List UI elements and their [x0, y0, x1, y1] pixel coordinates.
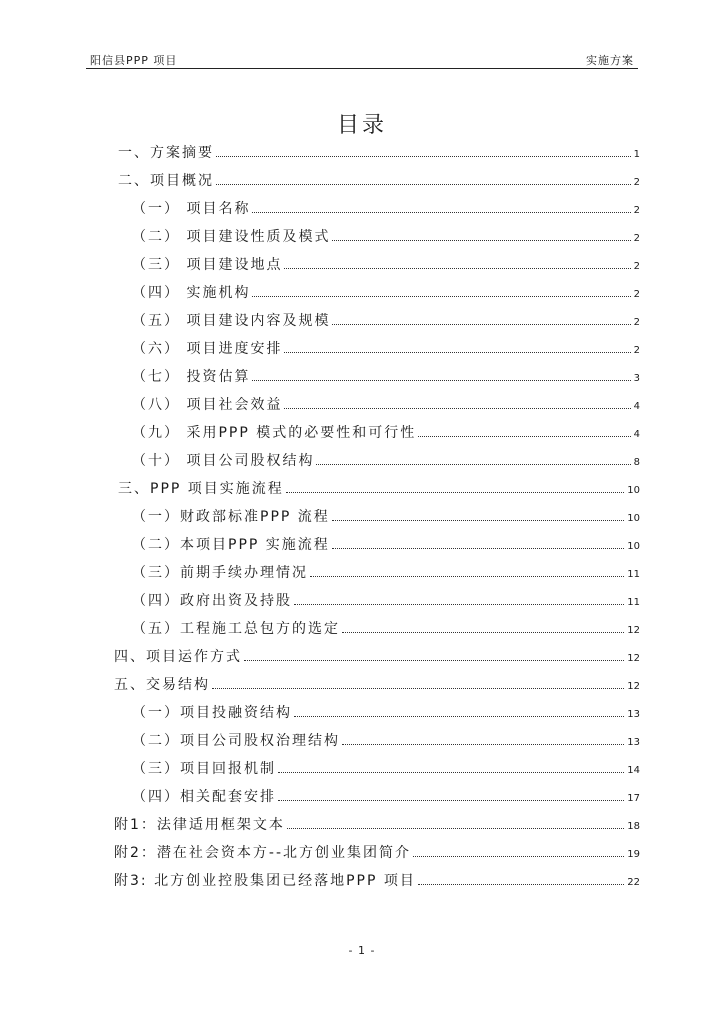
toc-entry-page: 22 [627, 877, 640, 888]
toc-leader-dots [413, 856, 624, 857]
toc-leader-dots [244, 660, 624, 661]
toc-entry-title: （一） 项目名称 [132, 201, 251, 217]
toc-entry-governance-structure[interactable] [132, 728, 640, 750]
toc-entry-content-scale[interactable] [132, 308, 640, 330]
toc-leader-dots [284, 268, 630, 269]
toc-leader-dots [418, 436, 630, 437]
toc-entry-title: （三）前期手续办理情况 [132, 565, 308, 581]
toc-entry-page: 2 [633, 177, 640, 188]
toc-entry-page: 13 [627, 737, 640, 748]
toc-entry-ppp-necessity[interactable] [132, 420, 640, 442]
toc-title: 目录 [336, 113, 387, 138]
toc-entry-page: 2 [633, 205, 640, 216]
toc-entry-operation-mode[interactable] [114, 644, 640, 666]
toc-leader-dots [418, 884, 624, 885]
toc-leader-dots [278, 772, 624, 773]
toc-entry-title: （三） 项目建设地点 [132, 257, 283, 273]
toc-leader-dots [310, 576, 624, 577]
toc-entry-page: 2 [633, 233, 640, 244]
page-number: - 1 - [348, 944, 376, 957]
toc-entry-title: 附1：法律适用框架文本 [114, 817, 285, 833]
toc-entry-mof-standard[interactable] [132, 504, 640, 526]
toc-entry-title: 附3: 北方创业控股集团已经落地PPP 项目 [114, 873, 416, 889]
toc-leader-dots [252, 296, 630, 297]
toc-entry-location[interactable] [132, 252, 640, 274]
toc-entry-page: 2 [633, 261, 640, 272]
toc-entry-page: 11 [627, 597, 640, 608]
toc-entry-page: 13 [627, 709, 640, 720]
toc-entry-supporting-arrangements[interactable] [132, 784, 640, 806]
toc-entry-page: 2 [633, 345, 640, 356]
toc-leader-dots [252, 212, 630, 213]
toc-entry-page: 14 [627, 765, 640, 776]
toc-entry-page: 12 [627, 625, 640, 636]
toc-entry-overview[interactable] [118, 168, 640, 190]
toc-entry-transaction-structure[interactable] [114, 672, 640, 694]
page-footer [0, 944, 724, 957]
toc-leader-dots [294, 604, 624, 605]
toc-entry-title: （六） 项目进度安排 [132, 341, 283, 357]
toc-entry-appendix-2[interactable] [114, 840, 640, 862]
toc-leader-dots [287, 828, 624, 829]
toc-entry-page: 1 [633, 149, 640, 160]
toc-entry-project-name[interactable] [132, 196, 640, 218]
toc-leader-dots [332, 240, 630, 241]
toc-leader-dots [316, 464, 630, 465]
toc-entry-gov-shareholding[interactable] [132, 588, 640, 610]
header-project-name: 阳信县PPP 项目 [90, 54, 178, 67]
header-document-type: 实施方案 [586, 54, 634, 67]
toc-leader-dots [286, 492, 624, 493]
toc-entry-title: 附2：潜在社会资本方--北方创业集团简介 [114, 845, 412, 861]
toc-entry-title: （二）项目公司股权治理结构 [132, 733, 340, 749]
toc-entry-this-project-flow[interactable] [132, 532, 640, 554]
toc-entry-title: 一、方案摘要 [118, 145, 214, 161]
toc-leader-dots [216, 184, 631, 185]
toc-leader-dots [342, 632, 624, 633]
toc-entry-appendix-1[interactable] [114, 812, 640, 834]
toc-entry-title: 三、PPP 项目实施流程 [118, 481, 284, 497]
toc-entry-appendix-3[interactable] [114, 868, 640, 890]
toc-entry-page: 10 [627, 485, 640, 496]
toc-entry-summary[interactable] [118, 140, 640, 162]
toc-entry-social-benefit[interactable] [132, 392, 640, 414]
toc-entry-title: 二、项目概况 [118, 173, 214, 189]
toc-entry-equity-structure[interactable] [132, 448, 640, 470]
toc-entry-title: （四） 实施机构 [132, 285, 251, 301]
toc-leader-dots [332, 324, 630, 325]
toc-entry-title: （八） 项目社会效益 [132, 397, 283, 413]
toc-entry-implementation-flow[interactable] [118, 476, 640, 498]
toc-leader-dots [212, 688, 624, 689]
toc-entry-title: 五、交易结构 [114, 677, 210, 693]
toc-entry-page: 2 [633, 317, 640, 328]
toc-leader-dots [342, 744, 624, 745]
toc-entry-title: 四、项目运作方式 [114, 649, 242, 665]
toc-entry-page: 4 [633, 429, 640, 440]
toc-leader-dots [284, 352, 630, 353]
toc-entry-page: 10 [627, 513, 640, 524]
toc-entry-return-mechanism[interactable] [132, 756, 640, 778]
toc-entry-page: 4 [633, 401, 640, 412]
toc-entry-page: 12 [627, 653, 640, 664]
toc-entry-page: 3 [633, 373, 640, 384]
toc-leader-dots [332, 520, 624, 521]
toc-entry-title: （二）本项目PPP 实施流程 [132, 537, 330, 553]
toc-entry-financing-structure[interactable] [132, 700, 640, 722]
toc-entry-contractor-selection[interactable] [132, 616, 640, 638]
toc-entry-title: （四）政府出资及持股 [132, 593, 292, 609]
toc-leader-dots [278, 800, 624, 801]
toc-entry-page: 12 [627, 681, 640, 692]
toc-entry-page: 18 [627, 821, 640, 832]
toc-leader-dots [332, 548, 624, 549]
toc-entry-page: 2 [633, 289, 640, 300]
toc-entry-page: 19 [627, 849, 640, 860]
toc-entry-title: （一）项目投融资结构 [132, 705, 292, 721]
toc-entry-title: （二） 项目建设性质及模式 [132, 229, 331, 245]
toc-entry-title: （三）项目回报机制 [132, 761, 276, 777]
page-header [86, 50, 638, 69]
toc-entry-title: （十） 项目公司股权结构 [132, 453, 315, 469]
toc-entry-title: （九） 采用PPP 模式的必要性和可行性 [132, 425, 417, 441]
toc-entry-procedures[interactable] [132, 560, 640, 582]
toc-entry-title: （四）相关配套安排 [132, 789, 276, 805]
toc-entry-page: 8 [633, 457, 640, 468]
toc-entry-title: （五）工程施工总包方的选定 [132, 621, 340, 637]
toc-entry-title: （五） 项目建设内容及规模 [132, 313, 331, 329]
table-of-contents [0, 140, 724, 900]
toc-entry-title: （一）财政部标准PPP 流程 [132, 509, 330, 525]
toc-entry-page: 10 [627, 541, 640, 552]
toc-entry-nature-mode[interactable] [132, 224, 640, 246]
toc-entry-schedule[interactable] [132, 336, 640, 358]
toc-leader-dots [216, 156, 631, 157]
toc-leader-dots [284, 408, 630, 409]
toc-entry-investment[interactable] [132, 364, 640, 386]
toc-entry-agency[interactable] [132, 280, 640, 302]
toc-entry-title: （七） 投资估算 [132, 369, 251, 385]
toc-entry-page: 17 [627, 793, 640, 804]
toc-entry-page: 11 [627, 569, 640, 580]
toc-leader-dots [294, 716, 624, 717]
toc-leader-dots [252, 380, 630, 381]
